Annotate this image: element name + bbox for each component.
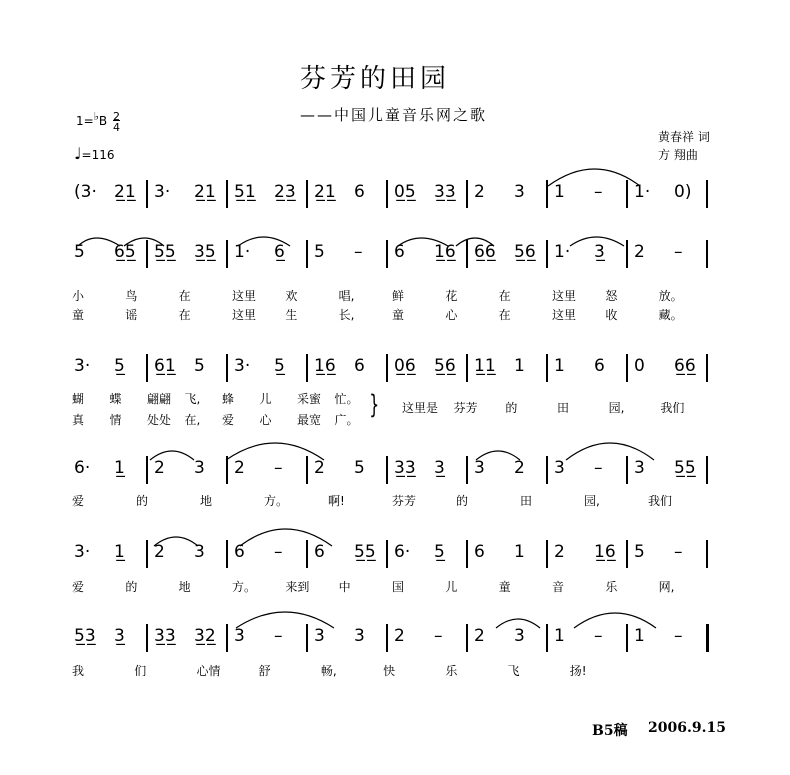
lyric-word: 来到: [285, 580, 310, 594]
lyric-word: 放。: [658, 289, 683, 303]
lyric-word: 音: [552, 580, 565, 594]
barline: [706, 180, 708, 208]
lyric-word: 蝴: [72, 392, 85, 406]
flat-symbol: ♭: [93, 110, 99, 123]
note: 5: [354, 458, 365, 478]
barline: [466, 456, 468, 484]
key-tonic: 1=: [76, 114, 94, 128]
note: 3: [634, 458, 645, 478]
lyric-word: 这里: [552, 289, 577, 303]
lyric-word: 这里: [232, 289, 257, 303]
note: 5̲: [114, 356, 125, 376]
lyric-word: 在: [498, 289, 511, 303]
lyric-word: 啊!: [328, 494, 345, 508]
note: 0): [674, 182, 692, 202]
barline: [146, 540, 148, 568]
barline: [626, 354, 628, 382]
lyric-word: 在: [178, 308, 191, 322]
note: 5̲1̲: [234, 182, 256, 202]
note: 6: [354, 182, 365, 202]
note: 3̲3̲: [154, 626, 176, 646]
barline: [306, 354, 308, 382]
lyric-word: 谣: [125, 308, 138, 322]
lyric-word: 心: [445, 308, 458, 322]
lyric-word: 爱: [72, 494, 85, 508]
note: 1: [514, 542, 525, 562]
note: 3: [314, 626, 325, 646]
lyric-word: 地: [178, 580, 191, 594]
note: 1: [514, 356, 525, 376]
barline: [306, 180, 308, 208]
note: 5: [194, 356, 205, 376]
note: 5: [314, 242, 325, 262]
note: –: [434, 626, 443, 646]
barline: [386, 540, 388, 568]
lyric-word: 童: [72, 308, 85, 322]
note: 3̲2̲: [194, 626, 216, 646]
lyric-word: 地: [200, 494, 213, 508]
note: 1: [554, 626, 565, 646]
lyric-word: 真: [72, 413, 85, 427]
barline: [706, 624, 709, 652]
note: 2̲1̲: [114, 182, 136, 202]
note: 6: [594, 356, 605, 376]
note: 3: [474, 458, 485, 478]
lyric-word: 在: [178, 289, 191, 303]
note: 1̲6̲: [314, 356, 336, 376]
lyric-word: 的: [456, 494, 469, 508]
note: –: [674, 242, 683, 262]
note: 1·: [634, 182, 651, 202]
note: 3·: [74, 542, 91, 562]
barline: [626, 456, 628, 484]
draft-date: 2006.9.15: [648, 720, 726, 736]
barline: [466, 240, 468, 268]
note: 3·: [154, 182, 171, 202]
lyric-word: 扬!: [569, 664, 587, 678]
lyric-word: 在,: [184, 413, 201, 427]
barline: [226, 624, 228, 652]
lyric-word: 芬芳: [453, 401, 478, 415]
barline: [706, 456, 708, 484]
notation-row-5: [70, 532, 720, 572]
note: 1̲6̲: [594, 542, 616, 562]
barline: [546, 180, 548, 208]
lyric-word: 鲜: [392, 289, 405, 303]
barline: [226, 240, 228, 268]
lyric-word: 方。: [264, 494, 289, 508]
lyric-word: 飞,: [184, 392, 201, 406]
lyric-word: 采蜜: [297, 392, 322, 406]
song-title: 芬芳的田园: [300, 64, 451, 94]
note: 2: [634, 242, 645, 262]
lyric-word: 网,: [658, 580, 675, 594]
barline: [546, 240, 548, 268]
key-letter: B: [98, 114, 108, 128]
time-denominator: 4: [112, 120, 120, 134]
note: 3: [354, 626, 365, 646]
barline: [706, 540, 708, 568]
song-subtitle: ——中国儿童音乐网之歌: [300, 106, 488, 124]
lyric-word: 我: [72, 664, 85, 678]
time-numerator: 2: [112, 109, 120, 123]
barline: [146, 456, 148, 484]
lyric-word: 生: [285, 308, 298, 322]
barline: [546, 624, 548, 652]
barline: [386, 180, 388, 208]
note: 1̲1̲: [474, 356, 496, 376]
composer-credit: 方 翔曲: [658, 148, 698, 162]
lyric-word: 这里: [232, 308, 257, 322]
note: 3·: [74, 356, 91, 376]
lyric-word: 最宽: [297, 413, 322, 427]
note: 5̲6̲: [434, 356, 456, 376]
note: 3: [514, 626, 525, 646]
lyric-word: 乐: [605, 580, 618, 594]
lyric-word: 心: [259, 413, 272, 427]
note: 6·: [394, 542, 411, 562]
tempo-value: =116: [81, 148, 115, 162]
note: 2̲1̲: [314, 182, 336, 202]
lyric-word: 鸟: [125, 289, 138, 303]
lyric-word: 飞: [507, 664, 520, 678]
barline: [226, 456, 228, 484]
note: 3̲5̲: [194, 242, 216, 262]
note: 2: [154, 542, 165, 562]
note: 2: [154, 458, 165, 478]
note: 5̲: [434, 542, 445, 562]
note: 2: [474, 626, 485, 646]
note: 5: [74, 242, 85, 262]
barline: [146, 354, 148, 382]
barline: [706, 240, 708, 268]
note: 1̲: [114, 542, 125, 562]
note: 3·: [234, 356, 251, 376]
note: 6̲6̲: [674, 356, 696, 376]
note: 2: [234, 458, 245, 478]
barline: [386, 624, 388, 652]
lyric-word: 小: [72, 289, 85, 303]
note: –: [594, 458, 603, 478]
barline: [546, 540, 548, 568]
note: 6: [314, 542, 325, 562]
lyric-word: 园,: [584, 494, 600, 508]
note: 2: [394, 626, 405, 646]
note: –: [274, 458, 283, 478]
lyric-word: 蝶: [109, 392, 122, 406]
note: 6: [394, 242, 405, 262]
note: 3: [194, 542, 205, 562]
note: 5̲3̲: [74, 626, 96, 646]
barline: [466, 624, 468, 652]
lyric-word: 这里: [552, 308, 577, 322]
barline: [386, 240, 388, 268]
note: 2: [474, 182, 485, 202]
note: 6̲5̲: [114, 242, 136, 262]
note: 0̲6̲: [394, 356, 416, 376]
barline: [546, 354, 548, 382]
lyric-word: 蜂: [222, 392, 235, 406]
barline: [306, 456, 308, 484]
barline: [546, 456, 548, 484]
lyric-word: 的: [505, 401, 518, 415]
barline: [306, 624, 308, 652]
barline: [706, 354, 708, 382]
note: 6: [474, 542, 485, 562]
time-signature: [113, 111, 120, 133]
barline: [306, 540, 308, 568]
lyric-word: 我们: [648, 494, 673, 508]
note: 5̲5̲: [154, 242, 176, 262]
note: 0̲5̲: [394, 182, 416, 202]
lyric-word: 童: [392, 308, 405, 322]
barline: [626, 180, 628, 208]
note: 3̲: [114, 626, 125, 646]
barline: [146, 240, 148, 268]
barline: [626, 240, 628, 268]
note: 2̲3̲: [274, 182, 296, 202]
notation-row-1: [70, 172, 720, 212]
barline: [626, 624, 628, 652]
lyric-word: 我们: [660, 401, 685, 415]
lyric-word: 欢: [285, 289, 298, 303]
lyric-word: 方。: [232, 580, 257, 594]
barline: [146, 624, 148, 652]
note: 2: [314, 458, 325, 478]
lyric-word: 怒: [605, 289, 618, 303]
note: 6: [354, 356, 365, 376]
lyric-word: 花: [445, 289, 458, 303]
lyric-word: 儿: [445, 580, 458, 594]
barline: [226, 540, 228, 568]
note: 6: [234, 542, 245, 562]
lyric-word: 爱: [72, 580, 85, 594]
note: 3: [194, 458, 205, 478]
lyric-word: 长,: [338, 308, 355, 322]
lyric-word: 田: [557, 401, 570, 415]
lyric-word: 们: [134, 664, 147, 678]
barline: [386, 354, 388, 382]
note: 1: [554, 182, 565, 202]
note: 5̲5̲: [674, 458, 696, 478]
barline: [466, 540, 468, 568]
notation-row-4: [70, 448, 720, 488]
barline: [466, 180, 468, 208]
notation-row-6: [70, 616, 720, 656]
lyric-word: 唱,: [338, 289, 355, 303]
lyricist-credit: 黄春祥 词: [658, 130, 710, 144]
lyric-word: 爱: [222, 413, 235, 427]
lyric-word: 情: [109, 413, 122, 427]
lyric-word: 儿: [259, 392, 272, 406]
note: –: [674, 542, 683, 562]
note: –: [674, 626, 683, 646]
lyric-bracket: }: [369, 390, 380, 420]
note: –: [354, 242, 363, 262]
lyric-word: 国: [392, 580, 405, 594]
note: 1·: [554, 242, 571, 262]
lyric-word: 乐: [445, 664, 458, 678]
lyric-word: 忙。: [334, 392, 359, 406]
lyric-word: 童: [498, 580, 511, 594]
lyric-word: 的: [125, 580, 138, 594]
note: 3̲3̲: [394, 458, 416, 478]
quarter-note-icon: ♩: [74, 144, 82, 163]
note: 1̲: [114, 458, 125, 478]
lyric-word: 藏。: [658, 308, 683, 322]
lyric-word: 广。: [334, 413, 359, 427]
note: 2: [554, 542, 565, 562]
note: 3: [234, 626, 245, 646]
note: 6̲1̲: [154, 356, 176, 376]
note: 0: [634, 356, 645, 376]
note: 3: [514, 182, 525, 202]
note: 3̲3̲: [434, 182, 456, 202]
lyric-word: 芬芳: [392, 494, 417, 508]
lyric-word: 收: [605, 308, 618, 322]
note: –: [274, 626, 283, 646]
note: 5̲: [274, 356, 285, 376]
lyric-word: 舒: [258, 664, 271, 678]
barline: [226, 354, 228, 382]
lyric-word: 的: [136, 494, 149, 508]
note: 1·: [234, 242, 251, 262]
note: 5̲5̲: [354, 542, 376, 562]
lyric-word: 快: [383, 664, 396, 678]
lyric-word: 园,: [608, 401, 625, 415]
draft-label: B5稿: [592, 723, 628, 739]
barline: [466, 354, 468, 382]
notation-row-3: [70, 346, 720, 386]
key-signature: [76, 110, 120, 133]
lyric-word: 畅,: [320, 664, 337, 678]
barline: [226, 180, 228, 208]
note: 6·: [74, 458, 91, 478]
lyric-word: 翩翩: [147, 392, 172, 406]
notation-row-2: [70, 232, 720, 272]
lyric-word: 心情: [196, 664, 221, 678]
lyric-word: 田: [520, 494, 533, 508]
barline: [306, 240, 308, 268]
note: 1: [554, 356, 565, 376]
barline: [386, 456, 388, 484]
note: 1̲6̲: [434, 242, 456, 262]
tempo-mark: [74, 144, 115, 163]
note: 5̲6̲: [514, 242, 536, 262]
note: 2: [514, 458, 525, 478]
note: 3̲: [594, 242, 605, 262]
note: –: [594, 182, 603, 202]
note: 3: [554, 458, 565, 478]
lyric-word: 处处: [147, 413, 172, 427]
note: 1: [634, 626, 645, 646]
note: –: [274, 542, 283, 562]
note: 3̲: [434, 458, 445, 478]
lyric-word: 在: [498, 308, 511, 322]
note: (3·: [74, 182, 97, 202]
note: 6̲6̲: [474, 242, 496, 262]
note: 2̲1̲: [194, 182, 216, 202]
lyric-word: 中: [338, 580, 351, 594]
lyric-word: 这里是: [402, 401, 439, 415]
barline: [146, 180, 148, 208]
note: 5: [634, 542, 645, 562]
barline: [626, 540, 628, 568]
note: 6̲: [274, 242, 285, 262]
note: –: [594, 626, 603, 646]
